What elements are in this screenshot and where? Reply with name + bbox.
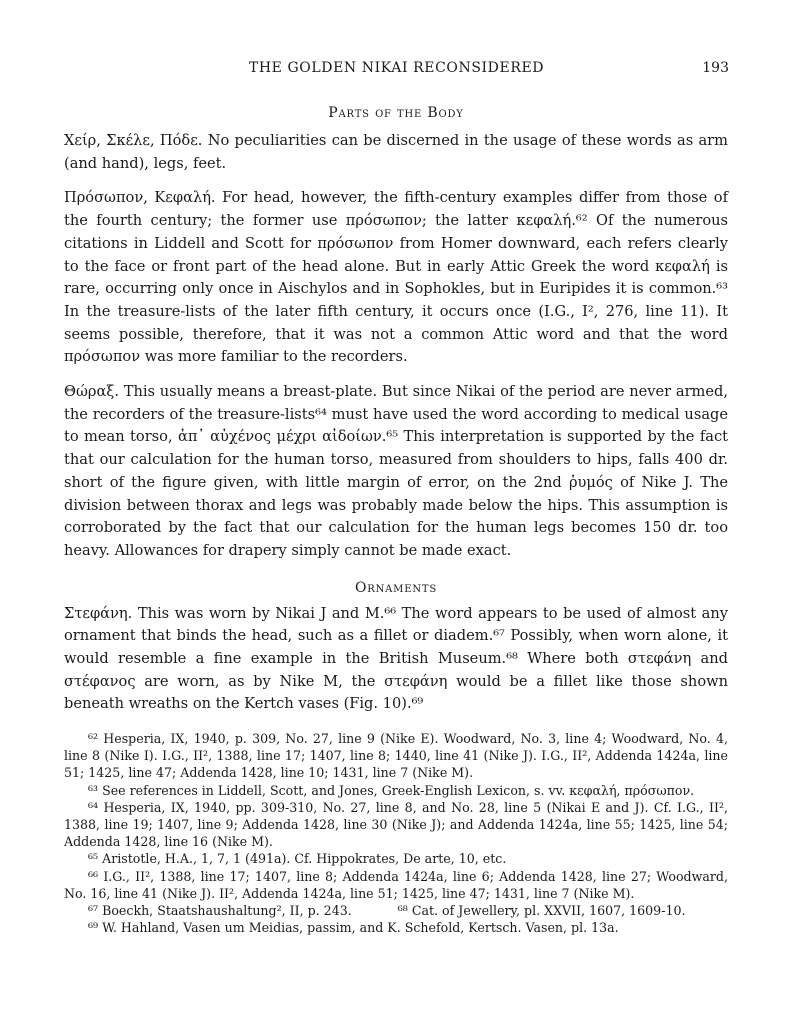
running-title: THE GOLDEN NIKAI RECONSIDERED [248,60,545,76]
footnote-66: ⁶⁶ I.G., II², 1388, line 17; 1407, line 8; Addenda 1424a, line 6; Addenda 1428, line 27; Woodward, No. 16, line 41 (Nike J). II², Addenda 1424a, line 51; 1425, line 47; 1431, line 7 (Nike M). [64,868,728,901]
footnote-68: ⁶⁸ Cat. of Jewellery, pl. XXVII, 1607, 1609-10. [397,903,686,919]
body-text [64,100,728,728]
section-heading-ornaments: Ornaments [355,579,437,596]
footnote-69: ⁶⁹ W. Hahland, Vasen um Meidias, passim, and K. Schefold, Kertsch. Vasen, pl. 13a. [88,920,619,936]
footnote-65: ⁶⁵ Aristotle, H.A., 1, 7, 1 (491a). Cf. Hippokrates, De arte, 10, etc. [88,851,507,867]
section-heading-parts-of-the-body: Parts of the Body [328,105,464,121]
paragraph-thorax: Θώραξ. This usually means a breast-plate. But since Nikai of the period are never armed, the recorders of the treasure-lists⁶⁴ must have used the word according to medical usage to mean torso, ἀπ᾽ αὐχένος μέχρι αἰδοίων.⁶⁵ This interpretation is supported by the fact that our calculation for the human torso, measured from shoulders to hips, falls 400 dr. short of the figure given, with little margin of error, on the 2nd ῥυμός of Nike J. The division between thorax and legs was probably made below the hips. This assumption is corroborated by the fact that our calculation for the human legs becomes 150 dr. too heavy. Allowances for drapery simply cannot be made exact. [64,383,728,559]
running-header [64,60,729,80]
footnote-67: ⁶⁷ Boeckh, Staatshaushaltung², II, p. 243. [88,903,352,919]
paragraph-prosopon-kephale: Πρόσωπον, Κεφαλή. For head, however, the fifth-century examples differ from those of the fourth century; the former use πρόσωπον; the latter κεφαλή.⁶² Of the numerous citations in Liddell and Scott for πρόσωπον from Homer downward, each refers clearly to the face or front part of the head alone. But in early Attic Greek the word κεφαλή is rare, occurring only once in Aischylos and in Sophokles, but in Euripides it is common.⁶³ In the treasure-lists of the later fifth century, it occurs once (I.G., I², 276, line 11). It seems possible, therefore, that it was not a common Attic word and that the word πρόσωπον was more familiar to the recorders. [64,189,728,366]
paragraph-cheir-skele-pode: Χείρ, Σκέλε, Πόδε. No peculiarities can be discerned in the usage of these words as arm (and hand), legs, feet. [64,132,728,172]
paragraph-stephane: Στεφάνη. This was worn by Nikai J and M.⁶⁶ The word appears to be used of almost any ornament that binds the head, such as a fillet or diadem.⁶⁷ Possibly, when worn alone, it would resemble a fine example in the British Museum.⁶⁸ Where both στεφάνη and στέφανος are worn, as by Nike M, the στεφάνη would be a fillet like those shown beneath wreaths on the Kertch vases (Fig. 10).⁶⁹ [64,604,728,713]
page-number: 193 [702,60,729,76]
footnotes [64,730,728,936]
footnote-64: ⁶⁴ Hesperia, IX, 1940, pp. 309-310, No. 27, line 8, and No. 28, line 5 (Nikai E and J). Cf. I.G., II², 1388, line 19; 1407, line 9; Addenda 1428, line 30 (Nike J); and Addenda 1424a, line 55; 1425, line 54; Addenda 1428, line 16 (Nike M). [64,799,728,850]
footnote-row-67-68 [64,902,728,919]
footnote-62: ⁶² Hesperia, IX, 1940, p. 309, No. 27, line 9 (Nike E). Woodward, No. 3, line 4; Woodward, No. 4, line 8 (Nike I). I.G., II², 1388, line 17; 1407, line 8; 1440, line 41 (Nike J). I.G., II², Addenda 1424a, line 51; 1425, line 47; Addenda 1428, line 10; 1431, line 7 (Nike M). [64,731,728,781]
footnote-63: ⁶³ See references in Liddell, Scott, and Jones, Greek-English Lexicon, s. vv. κεφαλή, πρόσωπον. [88,782,695,798]
